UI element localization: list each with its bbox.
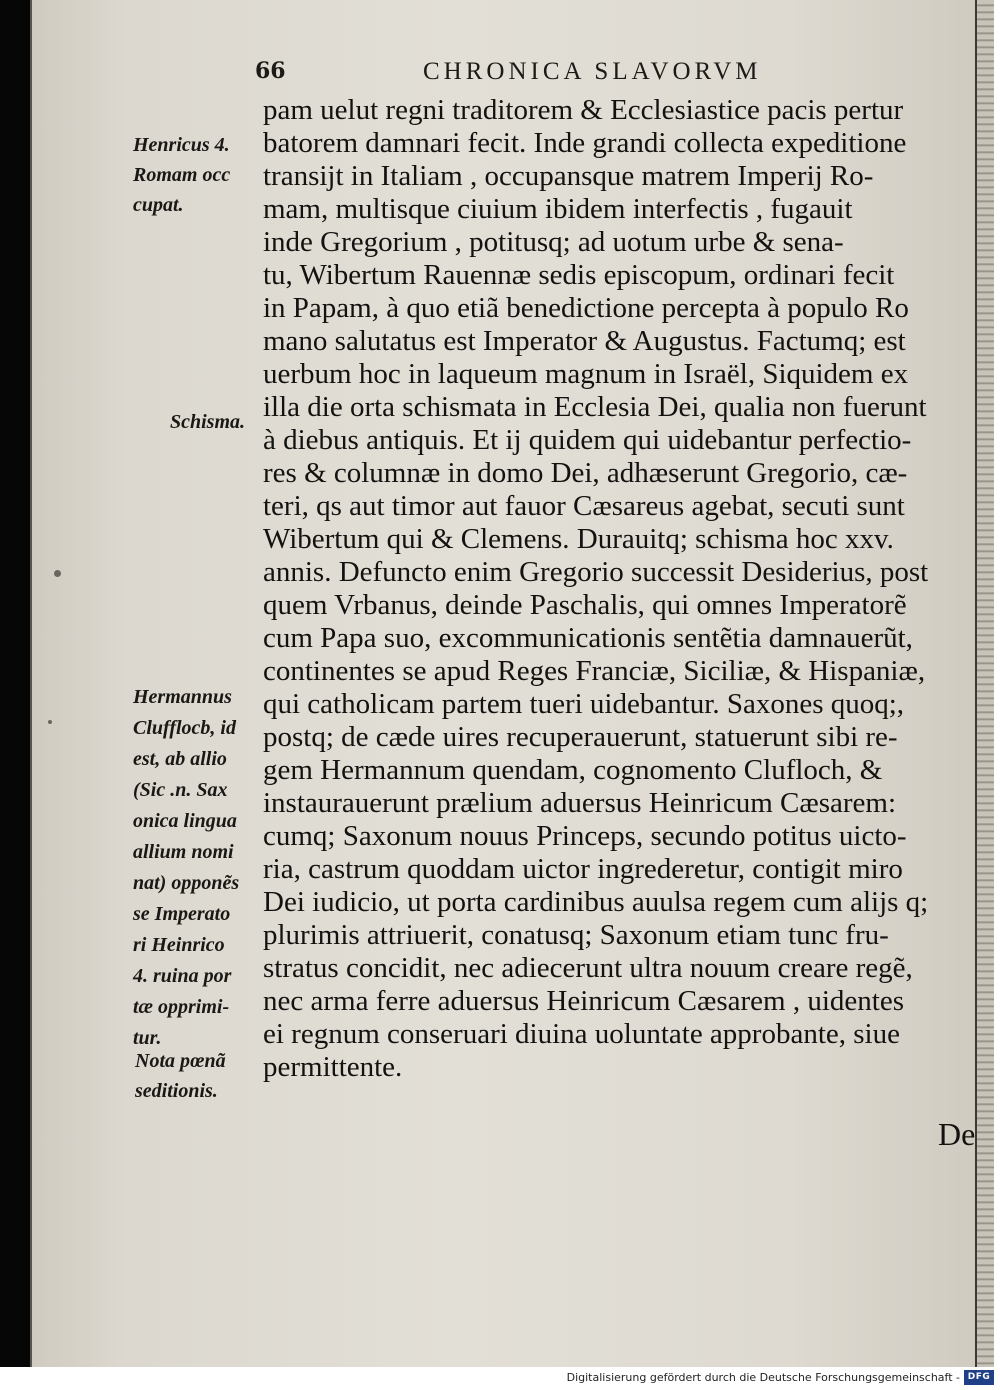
running-title: CHRONICA SLAVORVM xyxy=(423,58,762,85)
margin-note-line: tæ opprimi- xyxy=(133,996,230,1018)
funding-credit: Digitalisierung gefördert durch die Deutsche Forschungsgemeinschaft - xyxy=(566,1371,960,1384)
text-line: teri, qs aut timor aut fauor Cæsareus agebat, secuti sunt xyxy=(263,490,905,522)
margin-note-henricus xyxy=(133,130,230,220)
page-header xyxy=(255,58,855,88)
margin-note-line: seditionis. xyxy=(135,1080,218,1102)
page-stain xyxy=(54,570,61,577)
text-line: in Papam, à quo etiã benedictione percepta à populo Ro xyxy=(263,292,909,324)
text-line: mano salutatus est Imperator & Augustus. Factumq; est xyxy=(263,325,906,357)
page-number: 66 xyxy=(255,58,286,84)
text-line: postq; de cæde uires recuperauerunt, statuerunt sibi re- xyxy=(263,721,898,753)
margin-note-line: allium nomi xyxy=(133,841,234,863)
margin-note-line: ri Heinrico xyxy=(133,934,225,956)
margin-note-line: onica lingua xyxy=(133,810,237,832)
text-line: transijt in Italiam , occupansque matrem Imperij Ro- xyxy=(263,160,874,192)
margin-note-line: Nota pœnã xyxy=(135,1050,226,1072)
margin-note-line: Romam occ xyxy=(133,164,231,186)
margin-note-line: (Sic .n. Sax xyxy=(133,779,228,801)
margin-note-schisma xyxy=(170,410,245,434)
margin-note-line: nat) opponẽs xyxy=(133,872,240,894)
text-line: nec arma ferre aduersus Heinricum Cæsarem , uidentes xyxy=(263,985,904,1017)
text-line: ria, castrum quoddam uictor ingrederetur, contigit miro xyxy=(263,853,903,885)
margin-note-line: tur. xyxy=(133,1027,162,1049)
text-line: plurimis attriuerit, conatusq; Saxonum etiam tunc fru- xyxy=(263,919,889,951)
text-line: quem Vrbanus, deinde Paschalis, qui omnes Imperatorẽ xyxy=(263,589,907,621)
text-line: permittente. xyxy=(263,1051,403,1083)
margin-note-line: est, ab allio xyxy=(133,748,227,770)
text-line: instaurauerunt prælium aduersus Heinricum Cæsarem: xyxy=(263,787,897,819)
text-line: cumq; Saxonum nouus Princeps, secundo potitus uicto- xyxy=(263,820,907,852)
text-line: stratus concidit, nec adiecerunt ultra nouum creare regẽ, xyxy=(263,952,913,984)
text-line: continentes se apud Reges Franciæ, Siciliæ, & Hispaniæ, xyxy=(263,655,926,687)
page-stain xyxy=(48,720,52,724)
text-line: batorem damnari fecit. Inde grandi collecta expeditione xyxy=(263,127,907,159)
margin-note-hermannus xyxy=(133,682,239,1054)
catchword: De xyxy=(938,1116,976,1152)
text-line: à diebus antiquis. Et ij quidem qui uidebantur perfectio- xyxy=(263,424,912,456)
margin-note-line: Henricus 4. xyxy=(133,134,230,156)
text-line: illa die orta schismata in Ecclesia Dei, qualia non fuerunt xyxy=(263,391,927,423)
text-line: tu, Wibertum Rauennæ sedis episcopum, ordinari fecit xyxy=(263,259,895,291)
text-line: uerbum hoc in laqueum magnum in Israël, Siquidem ex xyxy=(263,358,909,390)
text-line: Dei iudicio, ut porta cardinibus auulsa regem cum alijs q; xyxy=(263,886,929,918)
text-line: mam, multisque ciuium ibidem interfectis , fugauit xyxy=(263,193,853,225)
margin-note-line: Schisma. xyxy=(170,411,246,433)
text-line: Wibertum qui & Clemens. Durauitq; schisma hoc xxv. xyxy=(263,523,894,555)
dfg-logo: DFG xyxy=(964,1370,994,1385)
text-line: ei regnum conseruari diuina uoluntate approbante, siue xyxy=(263,1018,900,1050)
text-line: annis. Defuncto enim Gregorio successit Desiderius, post xyxy=(263,556,929,588)
text-line: pam uelut regni traditorem & Ecclesiastice pacis pertur xyxy=(263,94,904,126)
margin-note-line: Clufflocb, id xyxy=(133,717,236,739)
text-line: gem Hermannum quendam, cognomento Clufloch, & xyxy=(263,754,883,786)
margin-note-line: 4. ruina por xyxy=(133,965,232,987)
text-line: cum Papa suo, excommunicationis sentẽtia damnauerũt, xyxy=(263,622,913,654)
margin-note-line: Hermannus xyxy=(133,686,232,708)
margin-note-line: cupat. xyxy=(133,194,184,216)
text-line: res & columnæ in domo Dei, adhæserunt Gregorio, cæ- xyxy=(263,457,908,489)
margin-note-line: se Imperato xyxy=(133,903,231,925)
margin-note-nota xyxy=(135,1046,226,1106)
main-text-block xyxy=(263,94,983,1084)
text-line: qui catholicam partem tueri uidebantur. Saxones quoq;, xyxy=(263,688,905,720)
text-line: inde Gregorium , potitusq; ad uotum urbe & sena- xyxy=(263,226,844,258)
footer-bar xyxy=(0,1367,1000,1390)
